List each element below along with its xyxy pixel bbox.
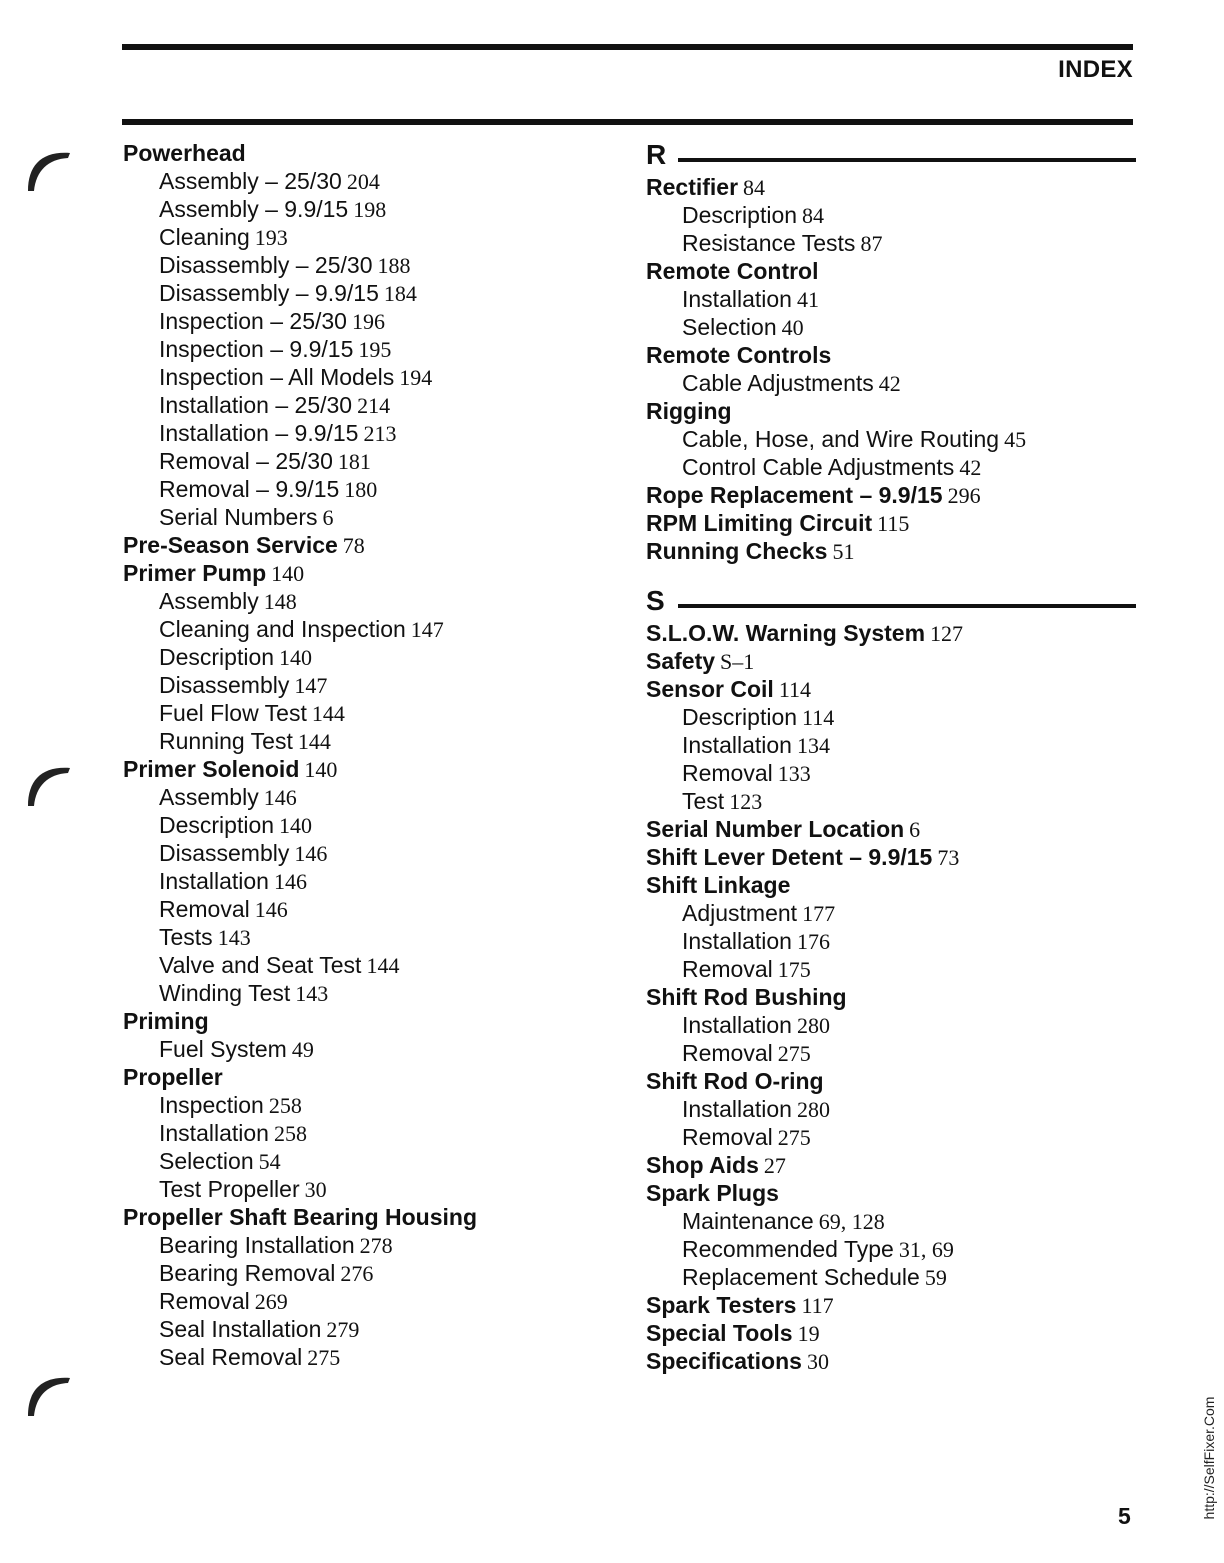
index-subentry (123, 614, 593, 642)
index-entry (646, 870, 1136, 898)
index-subentry (123, 502, 593, 530)
section-rule (678, 604, 1136, 608)
index-subentry (123, 222, 593, 250)
index-term: Rigging (646, 398, 732, 424)
index-term: Remote Controls (646, 342, 832, 368)
index-subentry (123, 1090, 593, 1118)
index-term: Installation (159, 1120, 269, 1146)
index-page-ref: 84 (743, 175, 766, 200)
index-subentry (123, 586, 593, 614)
index-term: Installation (682, 1096, 792, 1122)
index-term: Bearing Removal (159, 1260, 336, 1286)
index-entry (646, 646, 1136, 674)
index-page-ref: 146 (273, 869, 307, 894)
index-term: Recommended Type (682, 1236, 894, 1262)
index-page-ref: 51 (832, 539, 855, 564)
index-page-ref: 280 (796, 1097, 830, 1122)
index-page-ref: 146 (254, 897, 288, 922)
index-page-ref: 177 (802, 901, 836, 926)
index-term: Inspection – 25/30 (159, 308, 347, 334)
index-page-ref: 146 (294, 841, 328, 866)
index-subentry (123, 1314, 593, 1342)
index-term: Installation (159, 868, 269, 894)
index-term: Spark Plugs (646, 1180, 779, 1206)
index-term: Maintenance (682, 1208, 814, 1234)
index-subentry (123, 950, 593, 978)
index-subentry (646, 786, 1136, 814)
index-subentry (123, 1118, 593, 1146)
index-term: Resistance Tests (682, 230, 856, 256)
index-term: Seal Removal (159, 1344, 303, 1370)
index-page-ref: 123 (729, 789, 763, 814)
index-subentry (123, 782, 593, 810)
index-entry (646, 1066, 1136, 1094)
index-page-ref: 6 (322, 505, 334, 530)
index-subentry (123, 810, 593, 838)
index-page-ref: 73 (937, 845, 960, 870)
index-subentry (646, 452, 1136, 480)
index-term: Sensor Coil (646, 676, 774, 702)
index-page-ref: 258 (273, 1121, 307, 1146)
index-term: Shift Rod Bushing (646, 984, 847, 1010)
index-page-ref: 258 (268, 1093, 302, 1118)
index-page-ref: 69, 128 (818, 1209, 885, 1234)
index-page-ref: 115 (877, 511, 910, 536)
index-page-ref: 59 (924, 1265, 947, 1290)
index-page-ref: 117 (801, 1293, 834, 1318)
index-page-ref: 134 (796, 733, 830, 758)
index-page-ref: 42 (959, 455, 982, 480)
index-term: Propeller Shaft Bearing Housing (123, 1204, 477, 1230)
index-term: Fuel Flow Test (159, 700, 307, 726)
index-term: Assembly – 25/30 (159, 168, 342, 194)
index-page-ref: 184 (383, 281, 417, 306)
index-entry (646, 1178, 1136, 1206)
index-entry (123, 558, 593, 586)
index-subentry (646, 284, 1136, 312)
index-term: Pre-Season Service (123, 532, 338, 558)
index-subentry (123, 1230, 593, 1258)
index-page-ref: 45 (1004, 427, 1027, 452)
index-term: Removal (682, 760, 773, 786)
index-term: Inspection – All Models (159, 364, 395, 390)
index-page-ref: 87 (860, 231, 883, 256)
section-letter: S (646, 585, 665, 616)
index-term: Installation (682, 732, 792, 758)
index-term: Disassembly – 9.9/15 (159, 280, 379, 306)
index-term: Disassembly – 25/30 (159, 252, 373, 278)
index-page-ref: 147 (410, 617, 444, 642)
index-subentry (123, 894, 593, 922)
index-page-ref: 269 (254, 1289, 288, 1314)
index-term: Removal (682, 1124, 773, 1150)
index-subentry (123, 1286, 593, 1314)
index-page-ref: 148 (263, 589, 297, 614)
index-page-ref: 193 (254, 225, 288, 250)
index-term: Installation – 25/30 (159, 392, 353, 418)
index-subentry (646, 1122, 1136, 1150)
index-page-ref: 143 (217, 925, 251, 950)
index-entry (123, 138, 593, 166)
index-term: Rectifier (646, 174, 739, 200)
index-subentry (123, 278, 593, 306)
index-term: Installation (682, 1012, 792, 1038)
index-page-ref: 280 (796, 1013, 830, 1038)
index-term: Shift Linkage (646, 872, 791, 898)
index-page-ref: 78 (342, 533, 365, 558)
binder-hole-icon (24, 145, 74, 195)
index-subentry (123, 194, 593, 222)
index-term: Primer Solenoid (123, 756, 300, 782)
index-term: Description (159, 644, 275, 670)
index-subentry (123, 726, 593, 754)
index-term: Disassembly (159, 840, 290, 866)
index-term: Description (159, 812, 275, 838)
index-term: Cleaning and Inspection (159, 616, 406, 642)
index-entry (646, 842, 1136, 870)
index-term: Propeller (123, 1064, 223, 1090)
index-entry (646, 674, 1136, 702)
index-page-ref: 279 (326, 1317, 360, 1342)
index-page-ref: 140 (279, 645, 313, 670)
binder-hole-icon (24, 760, 74, 810)
index-column-left (123, 138, 593, 1370)
index-term: Safety (646, 648, 716, 674)
watermark-url: http://SelfFixer.Com (1201, 1396, 1217, 1520)
index-page-ref: 144 (366, 953, 400, 978)
index-page-ref: 27 (763, 1153, 786, 1178)
index-subentry (123, 418, 593, 446)
index-subentry (123, 166, 593, 194)
page-title: INDEX (1058, 56, 1133, 83)
index-term: Assembly (159, 588, 259, 614)
index-subentry (646, 1206, 1136, 1234)
index-page-ref: 146 (263, 785, 297, 810)
index-term: Test Propeller (159, 1176, 300, 1202)
index-subentry (123, 390, 593, 418)
index-entry (646, 814, 1136, 842)
index-term: Specifications (646, 1348, 802, 1374)
index-term: Shift Lever Detent – 9.9/15 (646, 844, 933, 870)
index-page-ref: 133 (777, 761, 811, 786)
index-subentry (646, 926, 1136, 954)
index-term: RPM Limiting Circuit (646, 510, 873, 536)
binder-hole-icon (24, 1370, 74, 1420)
index-term: Test (682, 788, 725, 814)
index-term: Installation (682, 286, 792, 312)
index-subentry (123, 1258, 593, 1286)
index-subentry (123, 1342, 593, 1370)
index-page-ref: 127 (930, 621, 964, 646)
index-page-ref: 175 (777, 957, 811, 982)
index-entry (646, 1346, 1136, 1374)
index-page-ref: 180 (344, 477, 378, 502)
index-subentry (123, 978, 593, 1006)
index-page-ref: 296 (947, 483, 981, 508)
index-page-ref: 42 (878, 371, 901, 396)
index-page-ref: 198 (353, 197, 387, 222)
index-subentry (123, 250, 593, 278)
index-subentry (123, 446, 593, 474)
index-page-ref: 49 (291, 1037, 314, 1062)
index-term: Disassembly (159, 672, 290, 698)
index-page-ref: 194 (399, 365, 433, 390)
index-term: Removal (159, 1288, 250, 1314)
index-term: Control Cable Adjustments (682, 454, 955, 480)
index-term: Valve and Seat Test (159, 952, 362, 978)
index-subentry (646, 368, 1136, 396)
index-subentry (646, 200, 1136, 228)
index-page-ref: 176 (796, 929, 830, 954)
index-subentry (646, 1234, 1136, 1262)
index-term: Inspection (159, 1092, 264, 1118)
index-subentry (123, 474, 593, 502)
index-subentry (646, 1262, 1136, 1290)
index-page-ref: 84 (802, 203, 825, 228)
index-subentry (123, 1174, 593, 1202)
index-entry (646, 480, 1136, 508)
index-entry (646, 982, 1136, 1010)
index-subentry (646, 1038, 1136, 1066)
index-subentry (123, 1034, 593, 1062)
index-term: Selection (682, 314, 777, 340)
index-entry (123, 530, 593, 558)
index-term: Cable Adjustments (682, 370, 874, 396)
index-page-ref: 275 (307, 1345, 341, 1370)
index-page-ref: 181 (337, 449, 371, 474)
index-page-ref: 114 (778, 677, 811, 702)
index-page-ref: 278 (359, 1233, 393, 1258)
index-subentry (646, 954, 1136, 982)
index-page-ref: 140 (271, 561, 305, 586)
index-term: Powerhead (123, 140, 246, 166)
index-page-ref: S–1 (720, 649, 755, 674)
index-term: Replacement Schedule (682, 1264, 920, 1290)
section-gap (646, 564, 1136, 584)
index-page-ref: 214 (357, 393, 391, 418)
index-subentry (123, 670, 593, 698)
index-term: Description (682, 704, 798, 730)
index-term: Special Tools (646, 1320, 793, 1346)
index-term: Running Checks (646, 538, 828, 564)
index-page-ref: 188 (377, 253, 411, 278)
index-page-ref: 30 (304, 1177, 327, 1202)
index-page-ref: 213 (363, 421, 397, 446)
index-page-ref: 54 (258, 1149, 281, 1174)
index-subentry (123, 334, 593, 362)
index-term: Cleaning (159, 224, 250, 250)
index-entry (123, 1202, 593, 1230)
index-page-ref: 143 (295, 981, 329, 1006)
index-page-ref: 40 (781, 315, 804, 340)
index-term: Shop Aids (646, 1152, 759, 1178)
index-term: Running Test (159, 728, 293, 754)
index-page-ref: 114 (802, 705, 835, 730)
index-page-ref: 144 (311, 701, 345, 726)
index-subentry (123, 922, 593, 950)
index-page-ref: 140 (279, 813, 313, 838)
section-letter: R (646, 139, 667, 170)
index-term: Shift Rod O-ring (646, 1068, 824, 1094)
index-entry (646, 1318, 1136, 1346)
index-subentry (123, 306, 593, 334)
index-page-ref: 19 (797, 1321, 820, 1346)
index-subentry (646, 228, 1136, 256)
index-term: Seal Installation (159, 1316, 322, 1342)
index-term: Selection (159, 1148, 254, 1174)
index-term: Inspection – 9.9/15 (159, 336, 354, 362)
index-term: Installation – 9.9/15 (159, 420, 359, 446)
index-term: Removal – 9.9/15 (159, 476, 340, 502)
index-page-ref: 144 (297, 729, 331, 754)
index-entry (646, 508, 1136, 536)
index-entry (646, 340, 1136, 368)
section-letter-heading (646, 138, 1136, 172)
index-term: Adjustment (682, 900, 798, 926)
index-term: Cable, Hose, and Wire Routing (682, 426, 1000, 452)
index-subentry (123, 1146, 593, 1174)
index-page-ref: 276 (340, 1261, 374, 1286)
index-entry (646, 536, 1136, 564)
index-entry (123, 1006, 593, 1034)
index-page-ref: 275 (777, 1041, 811, 1066)
index-term: Removal (682, 956, 773, 982)
index-term: Description (682, 202, 798, 228)
index-entry (646, 256, 1136, 284)
index-page-ref: 31, 69 (898, 1237, 954, 1262)
index-term: Rope Replacement – 9.9/15 (646, 482, 943, 508)
header-rule-top (122, 44, 1133, 50)
index-term: Priming (123, 1008, 209, 1034)
index-entry (646, 1290, 1136, 1318)
index-term: Remote Control (646, 258, 819, 284)
index-page-ref: 41 (796, 287, 819, 312)
index-column-right (646, 138, 1136, 1374)
index-subentry (646, 1094, 1136, 1122)
index-subentry (646, 730, 1136, 758)
index-term: Serial Numbers (159, 504, 318, 530)
index-term: Assembly (159, 784, 259, 810)
index-subentry (123, 866, 593, 894)
section-letter-heading (646, 584, 1136, 618)
index-term: Primer Pump (123, 560, 267, 586)
index-page-ref: 196 (351, 309, 385, 334)
section-rule (678, 158, 1136, 162)
index-entry (646, 172, 1136, 200)
index-subentry (123, 642, 593, 670)
index-term: Removal (159, 896, 250, 922)
index-term: Removal – 25/30 (159, 448, 333, 474)
index-entry (646, 618, 1136, 646)
index-term: Tests (159, 924, 213, 950)
index-term: Removal (682, 1040, 773, 1066)
index-entry (646, 396, 1136, 424)
index-subentry (646, 758, 1136, 786)
index-term: Bearing Installation (159, 1232, 355, 1258)
index-page-ref: 147 (294, 673, 328, 698)
index-term: Serial Number Location (646, 816, 905, 842)
index-page-ref: 30 (806, 1349, 829, 1374)
index-subentry (646, 312, 1136, 340)
index-term: Spark Testers (646, 1292, 797, 1318)
index-entry (123, 1062, 593, 1090)
header-rule-bottom (122, 119, 1133, 125)
index-page-ref: 195 (358, 337, 392, 362)
index-subentry (646, 1010, 1136, 1038)
index-subentry (646, 424, 1136, 452)
index-subentry (646, 898, 1136, 926)
index-term: Installation (682, 928, 792, 954)
index-page-ref: 140 (304, 757, 338, 782)
index-term: Winding Test (159, 980, 291, 1006)
index-term: S.L.O.W. Warning System (646, 620, 926, 646)
index-subentry (123, 698, 593, 726)
index-page-ref: 204 (346, 169, 380, 194)
page-number: 5 (1118, 1503, 1131, 1529)
index-subentry (646, 702, 1136, 730)
index-term: Fuel System (159, 1036, 287, 1062)
index-subentry (123, 362, 593, 390)
index-page-ref: 275 (777, 1125, 811, 1150)
index-page-ref: 6 (909, 817, 921, 842)
index-subentry (123, 838, 593, 866)
index-entry (123, 754, 593, 782)
index-entry (646, 1150, 1136, 1178)
index-term: Assembly – 9.9/15 (159, 196, 349, 222)
